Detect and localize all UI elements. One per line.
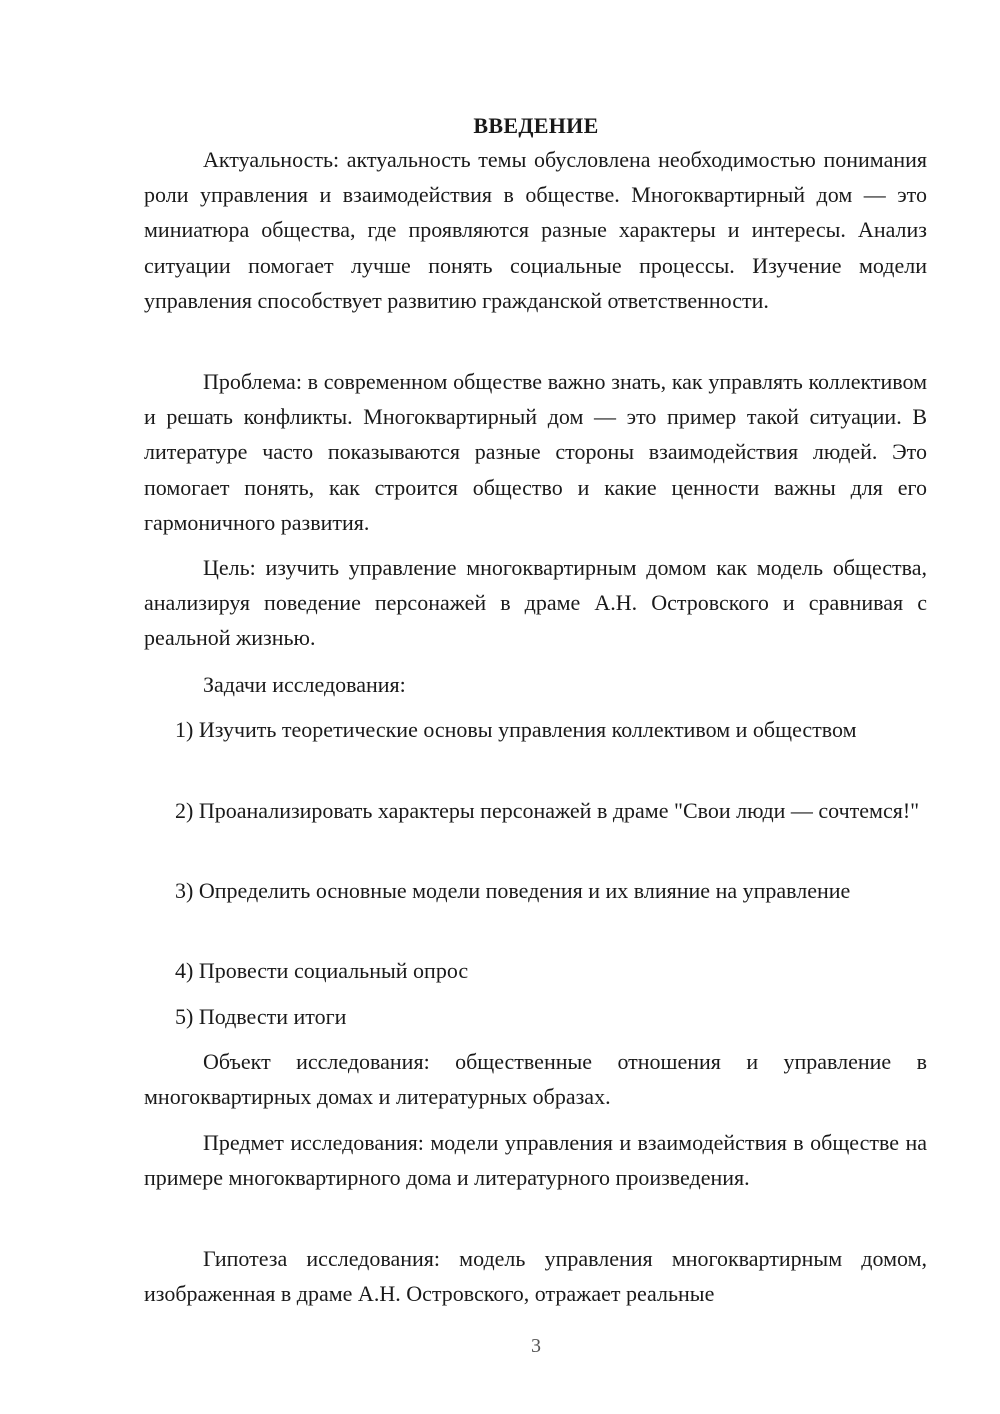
paragraph-hypothesis: Гипотеза исследования: модель управления многоквартирным домом, изображенная в драме А.Н. Островского, отражает реальные bbox=[144, 1246, 927, 1307]
paragraph-tasks-heading: Задачи исследования: bbox=[203, 672, 406, 697]
paragraph-goal: Цель: изучить управление многоквартирным домом как модель общества, анализируя поведение персонажей в драме А.Н. Островского и сравнивая с реальной жизнью. bbox=[144, 555, 927, 651]
paragraph-subject: Предмет исследования: модели управления и взаимодействия в обществе на примере многоквартирного дома и литературного произведения. bbox=[144, 1130, 927, 1191]
task-item-4: 4) Провести социальный опрос bbox=[175, 958, 469, 983]
paragraph-relevance: Актуальность: актуальность темы обусловлена необходимостью понимания роли управления и взаимодействия в обществе. Многоквартирный дом — это миниатюра общества, где проявляются разные характеры и интересы. Анализ ситуации помогает лучше понять социальные процессы. Изучение модели управления способствует развитию гражданской ответственности. bbox=[144, 147, 927, 313]
paragraph-problem: Проблема: в современном обществе важно знать, как управлять коллективом и решать конфликты. Многоквартирный дом — это пример такой ситуации. В литературе часто показываются разные стороны взаимодействия людей. Это помогает понять, как строится общество и какие ценности важны для его гармоничного развития. bbox=[144, 369, 927, 535]
task-item-5: 5) Подвести итоги bbox=[175, 1004, 347, 1029]
task-item-3: 3) Определить основные модели поведения и их влияние на управление bbox=[175, 878, 851, 903]
paragraph-object: Объект исследования: общественные отношения и управление в многоквартирных домах и литературных образах. bbox=[144, 1049, 927, 1110]
section-title: ВВЕДЕНИЕ bbox=[473, 112, 599, 138]
task-item-1: 1) Изучить теоретические основы управления коллективом и обществом bbox=[175, 717, 857, 742]
page-number: 3 bbox=[531, 1335, 541, 1357]
task-item-2: 2) Проанализировать характеры персонажей в драме "Свои люди — сочтемся!" bbox=[175, 798, 920, 823]
